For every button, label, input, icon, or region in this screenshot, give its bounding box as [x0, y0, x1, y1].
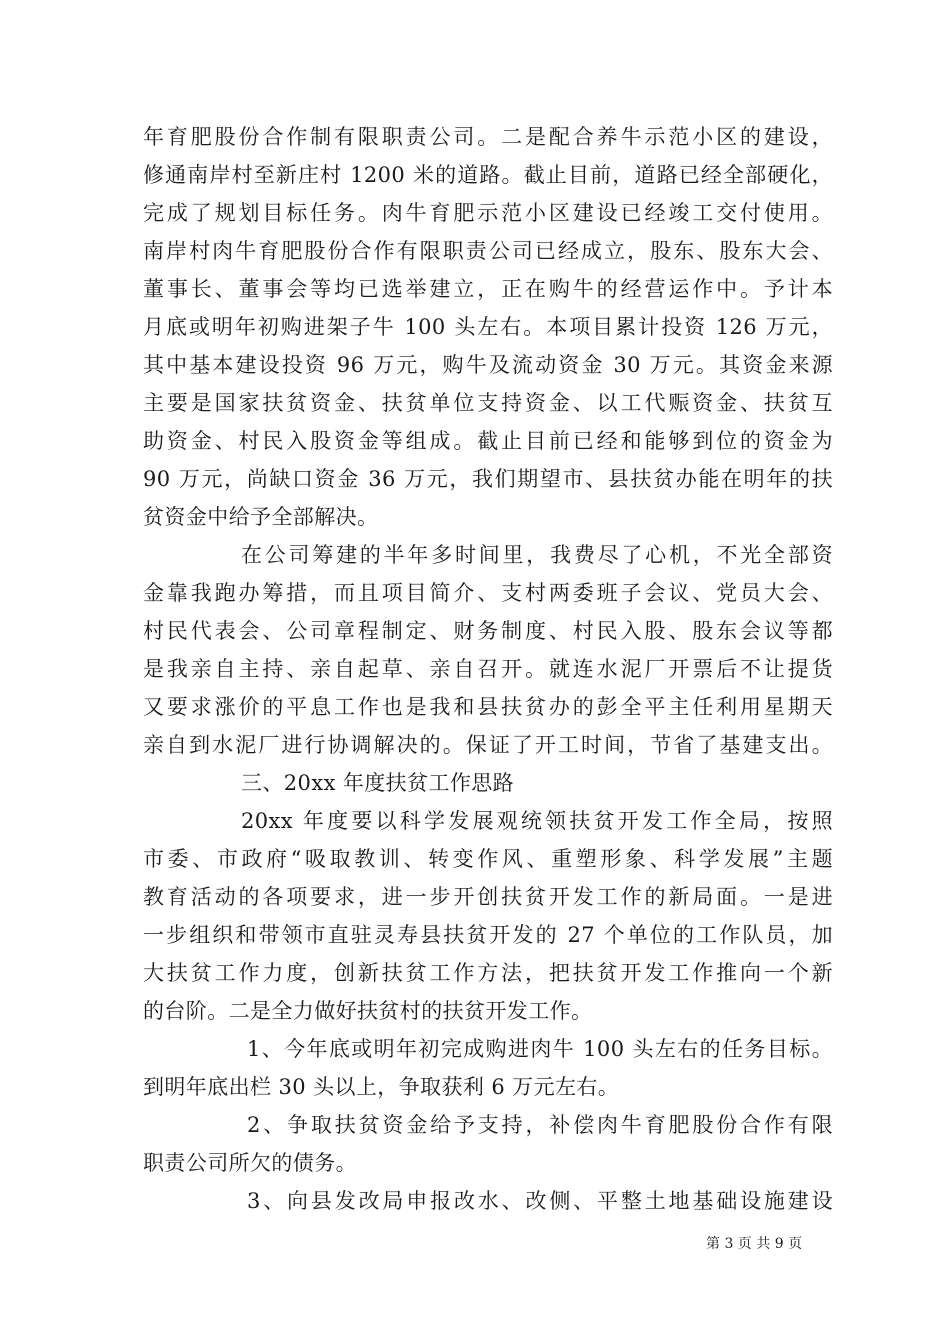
text-line: 完成了规划目标任务。肉牛育肥示范小区建设已经竣工交付使用。: [143, 201, 833, 225]
text-line: 大扶贫工作力度，创新扶贫工作方法，把扶贫开发工作推向一个新: [143, 961, 833, 985]
text-line: 亲自到水泥厂进行协调解决的。保证了开工时间，节省了基建支出。: [143, 733, 833, 757]
text-line: 南岸村肉牛育肥股份合作有限职责公司已经成立，股东、股东大会、: [143, 239, 833, 263]
text-line: 贫资金中给予全部解决。: [143, 505, 379, 529]
text-line: 教育活动的各项要求，进一步开创扶贫开发工作的新局面。一是进: [143, 885, 833, 909]
text-line: 是我亲自主持、亲自起草、亲自召开。就连水泥厂开票后不让提货: [143, 657, 833, 681]
text-line: 村民代表会、公司章程制定、财务制度、村民入股、股东会议等都: [143, 619, 833, 643]
text-line: 修通南岸村至新庄村 1200 米的道路。截止目前，道路已经全部硬化，: [143, 163, 833, 187]
text-line: 到明年底出栏 30 头以上，争取获利 6 万元左右。: [143, 1075, 620, 1099]
text-line: 主要是国家扶贫资金、扶贫单位支持资金、以工代赈资金、扶贫互: [143, 391, 833, 415]
text-line: 年育肥股份合作制有限职责公司。二是配合养牛示范小区的建设，: [143, 125, 833, 149]
text-line: 市委、市政府“吸取教训、转变作风、重塑形象、科学发展”主题: [143, 847, 833, 871]
paragraph-first-line: 在公司筹建的半年多时间里，我费尽了心机，不光全部资: [241, 543, 833, 567]
text-line: 一步组织和带领市直驻灵寿县扶贫开发的 27 个单位的工作队员，加: [143, 923, 833, 947]
list-item-3: 3、向县发改局申报改水、改侧、平整土地基础设施建设: [247, 1189, 833, 1213]
page-number: 第 3 页 共 9 页: [706, 1236, 803, 1252]
text-line: 的台阶。二是全力做好扶贫村的扶贫开发工作。: [143, 999, 593, 1023]
section-heading: 三、20xx 年度扶贫工作思路: [241, 771, 515, 795]
text-line: 金靠我跑办筹措，而且项目简介、支村两委班子会议、党员大会、: [143, 581, 833, 605]
text-line: 又要求涨价的平息工作也是我和县扶贫办的彭全平主任利用星期天: [143, 695, 833, 719]
text-line: 职责公司所欠的债务。: [143, 1151, 357, 1175]
list-item-2: 2、争取扶贫资金给予支持，补偿肉牛育肥股份合作有限: [247, 1113, 833, 1137]
list-item-1: 1、今年底或明年初完成购进肉牛 100 头左右的任务目标。: [247, 1037, 833, 1061]
text-line: 其中基本建设投资 96 万元，购牛及流动资金 30 万元。其资金来源: [143, 353, 833, 377]
document-body: [143, 118, 833, 1220]
text-line: 月底或明年初购进架子牛 100 头左右。本项目累计投资 126 万元，: [143, 315, 833, 339]
text-line: 助资金、村民入股资金等组成。截止目前已经和能够到位的资金为: [143, 429, 833, 453]
text-line: 90 万元，尚缺口资金 36 万元，我们期望市、县扶贫办能在明年的扶: [143, 467, 833, 491]
text-line: 董事长、董事会等均已选举建立，正在购牛的经营运作中。予计本: [143, 277, 833, 301]
paragraph-first-line: 20xx 年度要以科学发展观统领扶贫开发工作全局，按照: [241, 809, 833, 833]
